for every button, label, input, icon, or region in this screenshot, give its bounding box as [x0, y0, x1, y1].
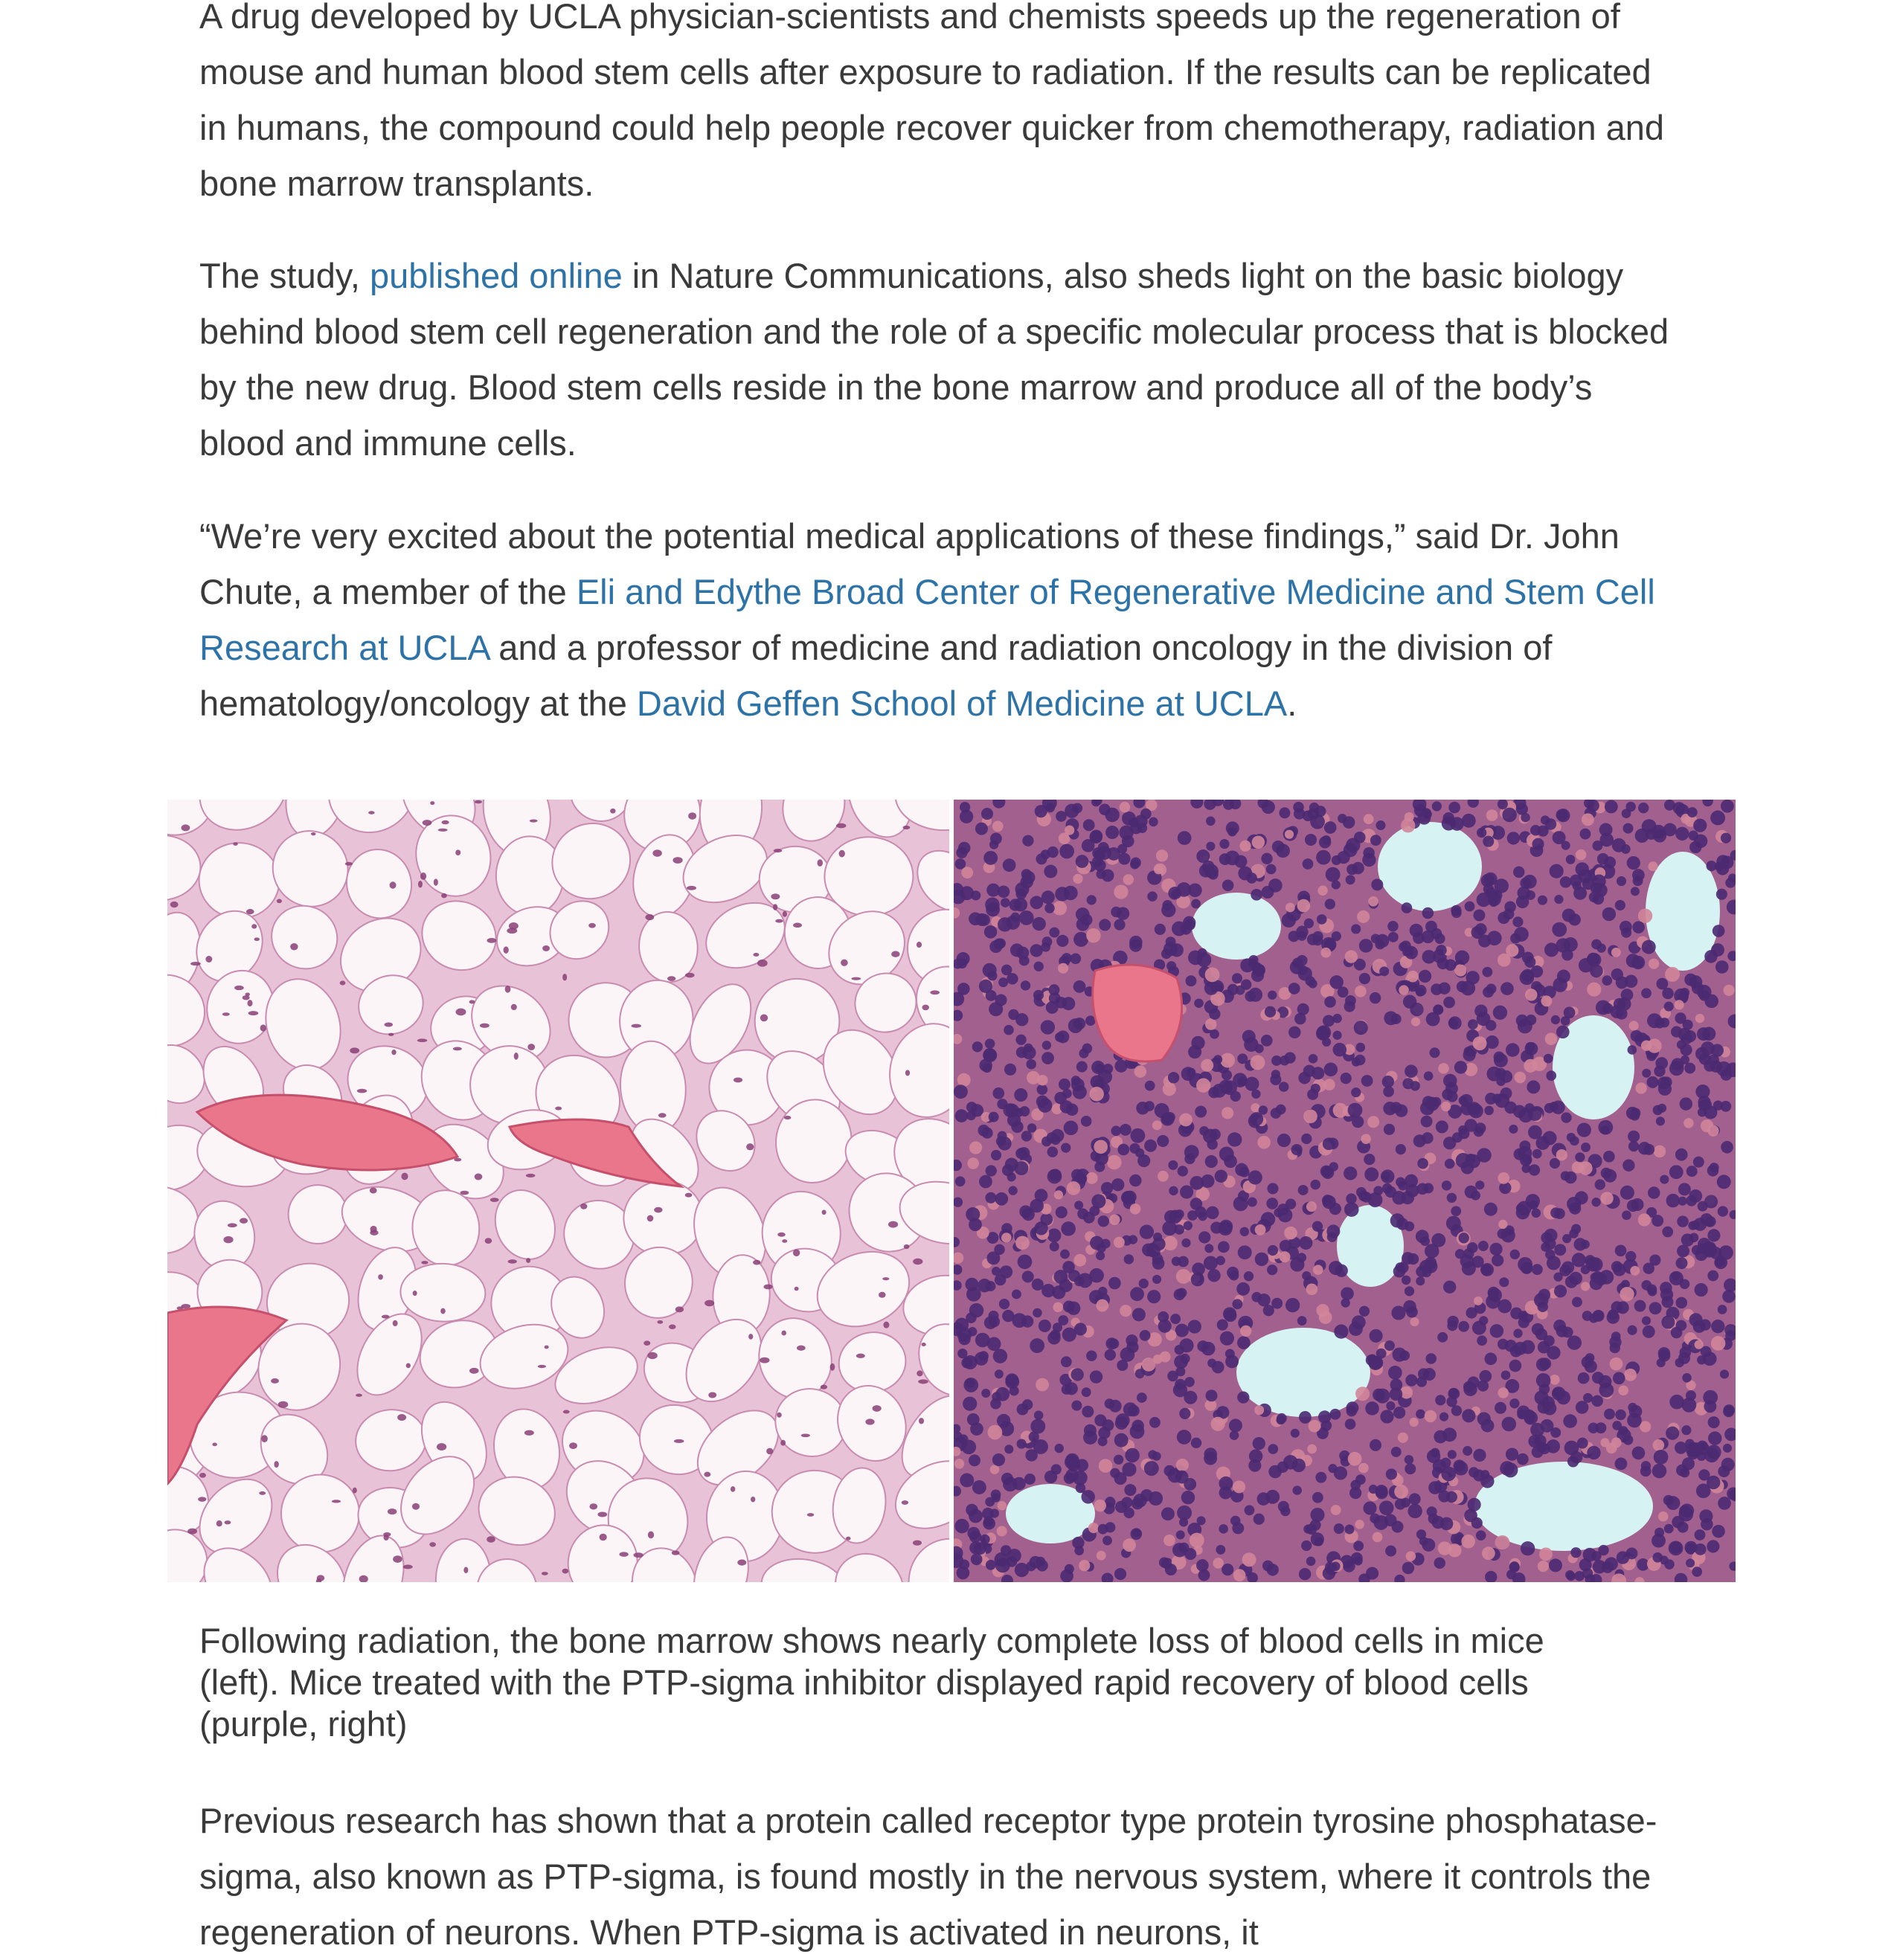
paragraph-study-text-start: The study, — [199, 256, 370, 295]
paragraph-quote — [199, 508, 1687, 731]
marrow-image-left — [167, 800, 949, 1582]
paragraph-quote-text-end: . — [1287, 684, 1297, 723]
broad-center-link[interactable]: Eli and Edythe Broad Center of Regenerative Medicine and Stem Cell Research at UCLA — [199, 572, 1655, 667]
figure-caption: Following radiation, the bone marrow shows nearly complete loss of blood cells in mice (left). Mice treated with the PTP-sigma inhibitor displayed rapid recovery of blood cells (purple, right) — [199, 1621, 1544, 1744]
paragraph-study — [199, 248, 1687, 471]
paragraph-previous-research: Previous research has shown that a protein called receptor type protein tyrosine phosphatase-sigma, also known as PTP-sigma, is found mostly in the nervous system, where it controls the regeneration of neurons. When PTP-sigma is activated in neurons, it — [199, 1801, 1657, 1952]
paragraph-quote-text-start: “We’re very excited about the potential medical applications of these findings,” said Dr. John Chute, a member of the — [199, 516, 1620, 611]
published-online-link[interactable]: published online — [370, 256, 623, 295]
paragraph-study-text-end: in Nature Communications, also sheds light on the basic biology behind blood stem cell regeneration and the role of a specific molecular process that is blocked by the new drug. Blood stem cells reside in the bone marrow and produce all of the body’s blood and immune cells. — [199, 256, 1669, 463]
paragraph-quote-text-middle: and a professor of medicine and radiation oncology in the division of hematology/oncology at the — [199, 628, 1553, 723]
marrow-image-right — [954, 800, 1736, 1582]
paragraph-intro: A drug developed by UCLA physician-scientists and chemists speeds up the regeneration of mouse and human blood stem cells after exposure to radiation. If the results can be replicated in humans, the compound could help people recover quicker from chemotherapy, radiation and bone marrow transplants. — [199, 0, 1665, 203]
geffen-school-link[interactable]: David Geffen School of Medicine at UCLA — [636, 684, 1288, 723]
bone-marrow-figure — [167, 800, 1736, 1582]
